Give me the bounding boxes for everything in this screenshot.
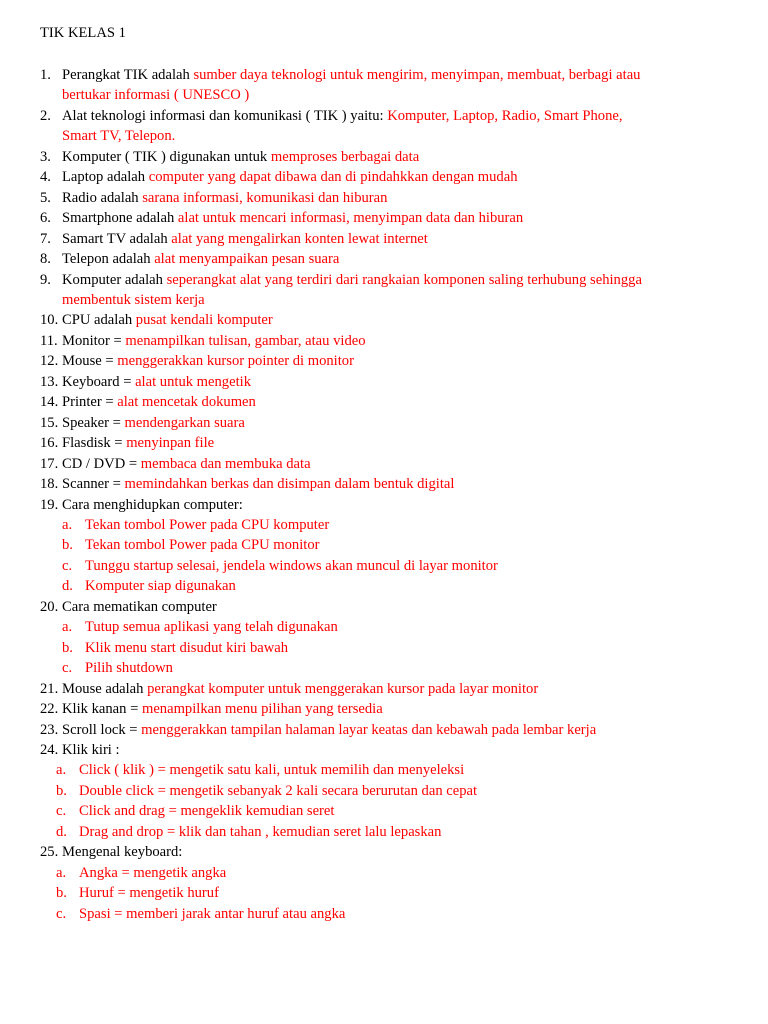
item-answer: pusat kendali komputer <box>135 312 273 329</box>
item-answer: computer yang dapat dibawa dan di pindahkkan dengan mudah <box>148 169 518 186</box>
sub-item-text: Komputer siap digunakan <box>85 578 236 595</box>
item-text <box>62 331 740 351</box>
item-number: 15. <box>40 414 59 431</box>
item-text <box>62 147 740 167</box>
item-label: Perangkat TIK adalah <box>62 67 194 83</box>
item-number: 7. <box>40 230 51 247</box>
item-answer: alat untuk mengetik <box>135 373 251 390</box>
item-text <box>62 372 740 392</box>
list-item <box>40 229 740 249</box>
sub-item-letter: a. <box>56 864 67 881</box>
sub-list-item <box>40 781 740 801</box>
sub-list-item <box>40 883 740 903</box>
item-answer: menampilkan menu pilihan yang tersedia <box>141 701 383 718</box>
item-number: 8. <box>40 251 51 268</box>
item-text <box>62 597 740 617</box>
sub-list-item <box>40 617 740 637</box>
item-text <box>62 720 740 740</box>
item-text <box>62 270 740 311</box>
item-answer: sumber daya teknologi untuk mengirim, menyimpan, membuat, berbagi atau <box>193 67 641 83</box>
list-item <box>40 65 740 106</box>
item-answer: menggerakkan kursor pointer di monitor <box>117 353 354 370</box>
item-number: 21. <box>40 680 59 697</box>
sub-item-text: Tunggu startup selesai, jendela windows akan muncul di layar monitor <box>85 557 498 574</box>
list-item <box>40 351 740 371</box>
item-text <box>62 249 740 269</box>
item-number: 3. <box>40 148 51 165</box>
item-number: 2. <box>40 107 51 124</box>
sub-list-item <box>40 658 740 678</box>
sub-item-letter: b. <box>56 782 67 799</box>
list-item <box>40 413 740 433</box>
sub-list-item <box>40 638 740 658</box>
list-item <box>40 433 740 453</box>
item-label: Klik kiri : <box>62 741 120 758</box>
item-label: Mouse adalah <box>62 680 148 697</box>
item-answer-continued: membentuk sistem kerja <box>62 291 205 308</box>
list-item <box>40 167 740 187</box>
item-number: 9. <box>40 271 51 288</box>
sub-item-letter: c. <box>62 557 73 574</box>
sub-item-text: Pilih shutdown <box>85 660 173 677</box>
item-answer: perangkat komputer untuk menggerakan kursor pada layar monitor <box>147 680 539 697</box>
item-number: 13. <box>40 373 59 390</box>
item-number: 16. <box>40 435 59 452</box>
sub-item-letter: b. <box>62 537 73 554</box>
item-answer: memindahkan berkas dan disimpan dalam bentuk digital <box>124 476 455 493</box>
item-label: Komputer adalah <box>62 271 167 288</box>
list-item <box>40 208 740 228</box>
sub-item-text: Tutup semua aplikasi yang telah digunakan <box>85 619 338 636</box>
item-text <box>62 106 740 147</box>
list-item <box>40 597 740 617</box>
item-number: 22. <box>40 701 59 718</box>
item-label: Flasdisk = <box>62 435 127 452</box>
sub-item-letter: c. <box>56 905 67 922</box>
sub-item-letter: a. <box>62 516 73 533</box>
item-answer: Komputer, Laptop, Radio, Smart Phone, <box>387 107 623 124</box>
sub-list-item <box>40 904 740 924</box>
list-item <box>40 842 740 862</box>
item-number: 6. <box>40 210 51 227</box>
item-label: Smartphone adalah <box>62 210 178 227</box>
item-answer: menyinpan file <box>126 435 215 452</box>
sub-list-item <box>40 760 740 780</box>
item-text <box>62 740 740 760</box>
sub-item-text: Angka = mengetik angka <box>79 864 227 881</box>
item-number: 5. <box>40 189 51 206</box>
item-label: Telepon adalah <box>62 251 155 268</box>
sub-list-item <box>40 863 740 883</box>
item-number: 4. <box>40 169 51 186</box>
sub-item-letter: c. <box>56 803 67 820</box>
sub-item-text: Spasi = memberi jarak antar huruf atau angka <box>79 905 346 922</box>
list-item <box>40 392 740 412</box>
sub-item-text: Click and drag = mengeklik kemudian seret <box>79 803 335 820</box>
item-label: CD / DVD = <box>62 455 141 472</box>
item-text <box>62 495 740 515</box>
item-label: Mengenal keyboard: <box>62 844 183 861</box>
item-number: 18. <box>40 476 59 493</box>
list-item <box>40 474 740 494</box>
sub-item-letter: a. <box>56 762 67 779</box>
sub-item-text: Tekan tombol Power pada CPU monitor <box>85 537 320 554</box>
sub-item-letter: a. <box>62 619 73 636</box>
item-answer: alat menyampaikan pesan suara <box>154 251 340 268</box>
item-number: 23. <box>40 721 59 738</box>
list-item <box>40 495 740 515</box>
item-number: 17. <box>40 455 59 472</box>
item-text <box>62 413 740 433</box>
item-label: Monitor = <box>62 332 126 349</box>
item-answer: sarana informasi, komunikasi dan hiburan <box>142 189 388 206</box>
item-label: Cara mematikan computer <box>62 598 217 615</box>
sub-item-text: Double click = mengetik sebanyak 2 kali secara berurutan dan cepat <box>79 782 478 799</box>
list-item <box>40 331 740 351</box>
list-item <box>40 249 740 269</box>
item-answer: alat mencetak dokumen <box>117 394 256 411</box>
list-item <box>40 720 740 740</box>
item-text <box>62 433 740 453</box>
sub-item-text: Drag and drop = klik dan tahan , kemudian seret lalu lepaskan <box>79 823 442 840</box>
item-answer: memproses berbagai data <box>270 148 420 165</box>
item-answer-continued: bertukar informasi ( UNESCO ) <box>62 87 250 104</box>
sub-list-item <box>40 822 740 842</box>
item-text <box>62 679 740 699</box>
sub-item-letter: c. <box>62 660 73 677</box>
item-number: 20. <box>40 598 59 615</box>
list-item <box>40 188 740 208</box>
item-text <box>62 208 740 228</box>
sub-item-text: Klik menu start disudut kiri bawah <box>85 639 289 656</box>
document-title: TIK KELAS 1 <box>40 25 126 41</box>
item-label: CPU adalah <box>62 312 136 329</box>
item-label: Samart TV adalah <box>62 230 172 247</box>
sub-item-letter: b. <box>56 885 67 902</box>
list-item <box>40 454 740 474</box>
item-number: 11. <box>40 332 58 349</box>
item-number: 24. <box>40 741 59 758</box>
item-text <box>62 65 740 106</box>
item-text <box>62 392 740 412</box>
list-item <box>40 740 740 760</box>
list-item <box>40 679 740 699</box>
item-text <box>62 351 740 371</box>
list-item <box>40 310 740 330</box>
list-item <box>40 372 740 392</box>
item-answer: menampilkan tulisan, gambar, atau video <box>125 332 366 349</box>
item-number: 19. <box>40 496 59 513</box>
item-text <box>62 167 740 187</box>
item-label: Keyboard = <box>62 373 136 390</box>
item-text <box>62 474 740 494</box>
sub-item-letter: b. <box>62 639 73 656</box>
sub-list-item <box>40 576 740 596</box>
item-answer: menggerakkan tampilan halaman layar keatas dan kebawah pada lembar kerja <box>141 721 597 738</box>
item-number: 12. <box>40 353 59 370</box>
list-item <box>40 270 740 311</box>
sub-list-item <box>40 801 740 821</box>
item-label: Klik kanan = <box>62 701 142 718</box>
item-label: Laptop adalah <box>62 169 149 186</box>
item-label: Scanner = <box>62 476 125 493</box>
sub-list-item <box>40 535 740 555</box>
item-text <box>62 310 740 330</box>
item-answer: mendengarkan suara <box>124 414 245 431</box>
list-item <box>40 147 740 167</box>
item-number: 14. <box>40 394 59 411</box>
item-number: 1. <box>40 67 51 83</box>
item-label: Alat teknologi informasi dan komunikasi ( TIK ) yaitu: <box>62 107 388 124</box>
item-label: Mouse = <box>62 353 118 370</box>
item-label: Radio adalah <box>62 189 143 206</box>
item-number: 10. <box>40 312 59 329</box>
item-text <box>62 699 740 719</box>
sub-list-item <box>40 556 740 576</box>
item-text <box>62 842 740 862</box>
item-label: Scroll lock = <box>62 721 142 738</box>
sub-item-letter: d. <box>62 578 73 595</box>
sub-item-letter: d. <box>56 823 67 840</box>
list-item <box>40 106 740 147</box>
item-answer: membaca dan membuka data <box>140 455 311 472</box>
item-label: Komputer ( TIK ) digunakan untuk <box>62 148 271 165</box>
list-item <box>40 699 740 719</box>
item-text <box>62 454 740 474</box>
sub-list-item <box>40 515 740 535</box>
item-text <box>62 229 740 249</box>
item-text <box>62 188 740 208</box>
item-label: Cara menghidupkan computer: <box>62 496 243 513</box>
numbered-list <box>40 65 740 924</box>
sub-item-text: Tekan tombol Power pada CPU komputer <box>85 516 330 533</box>
item-label: Printer = <box>62 394 118 411</box>
item-answer: alat untuk mencari informasi, menyimpan data dan hiburan <box>177 210 524 227</box>
item-answer: seperangkat alat yang terdiri dari rangkaian komponen saling terhubung sehingga <box>166 271 642 288</box>
item-number: 25. <box>40 844 59 861</box>
sub-item-text: Click ( klik ) = mengetik satu kali, untuk memilih dan menyeleksi <box>79 762 465 779</box>
item-answer: alat yang mengalirkan konten lewat internet <box>171 230 428 247</box>
item-label: Speaker = <box>62 414 125 431</box>
sub-item-text: Huruf = mengetik huruf <box>79 885 219 902</box>
item-answer-continued: Smart TV, Telepon. <box>62 128 176 145</box>
